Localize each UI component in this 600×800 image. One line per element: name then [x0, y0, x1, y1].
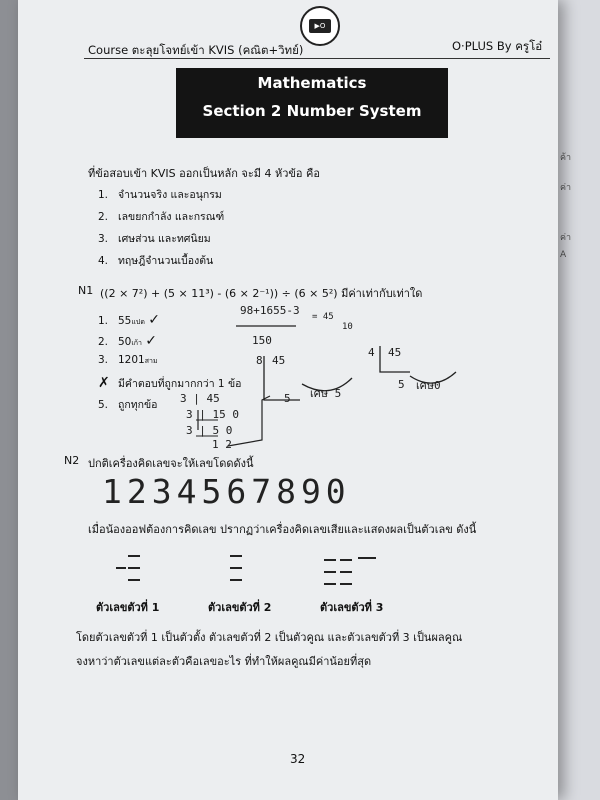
choice-item: ✗ มีคำตอบที่ถูกมากกว่า 1 ข้อ [98, 375, 242, 391]
handwritten-note: = 45 [312, 312, 334, 322]
question-text: ((2 × 7²) + (5 × 11³) - (6 × 2⁻¹)) ÷ (6 × 5²) มีค่าเท่ากับเท่าใด [100, 287, 423, 300]
handwritten-quotient: 5 [284, 392, 291, 405]
handwritten-result: เศษ0 [416, 379, 441, 392]
instruction-text: เมื่อน้องออฟต้องการคิดเลข ปรากฏว่าเครื่องคิดเลขเสียและแสดงผลเป็นตัวเลข ดังนี้ [88, 523, 477, 536]
choice-item: 2. 50เก้า ✓ [98, 333, 158, 349]
question-text: ปกติเครื่องคิดเลขจะให้เลขโดดดังนี้ [88, 457, 254, 470]
oplus-logo: ▶O [300, 6, 340, 46]
handwritten-factor-tree: 3 | 45 [180, 392, 220, 405]
question-number: N1 [78, 284, 94, 297]
handwritten-result: เศษ 5 [310, 387, 342, 400]
intro-text: ที่ข้อสอบเข้า KVIS ออกเป็นหลัก จะมี 4 หัวข้อ คือ [88, 167, 320, 180]
facing-page-text: A [560, 250, 567, 260]
handwritten-dividend: 45 [272, 354, 286, 367]
handwritten-factor-tree: 1 2 [212, 438, 232, 451]
handwritten-denominator: 150 [252, 334, 272, 347]
handwritten-divisor: 8 [256, 354, 263, 367]
digit-label: ตัวเลขตัวที่ 1 [96, 601, 160, 614]
cross-mark-icon: ✗ [98, 375, 110, 391]
digit-label: ตัวเลขตัวที่ 2 [208, 601, 272, 614]
section-subject: Mathematics [257, 74, 367, 92]
handwritten-dividend: 45 [388, 346, 402, 359]
handwritten-numerator: 98+1655-3 [240, 304, 300, 317]
calculator-digits: 1234567890 [102, 472, 351, 511]
facing-page-text: ค่า [560, 183, 572, 193]
handwritten-factor-tree: 3 | 5 0 [186, 424, 233, 437]
topic-item: 2. เลขยกกำลัง และกรณฑ์ [98, 211, 225, 223]
digit-label: ตัวเลขตัวที่ 3 [320, 601, 384, 614]
question-line: จงหาว่าตัวเลขแต่ละตัวคือเลขอะไร ที่ทำให้ผลคูณมีค่าน้อยที่สุด [76, 655, 372, 668]
choice-item: 5. ถูกทุกข้อ [98, 399, 158, 411]
topic-item: 3. เศษส่วน และทศนิยม [98, 233, 211, 245]
page-number: 32 [290, 752, 306, 766]
question-number: N2 [64, 454, 80, 467]
topic-item: 4. ทฤษฎีจำนวนเบื้องต้น [98, 255, 214, 267]
handwritten-divisor: 4 [368, 346, 375, 359]
check-mark-icon: ✓ [145, 333, 158, 349]
section-title: Section 2 Number System [202, 102, 422, 120]
question-line: โดยตัวเลขตัวที่ 1 เป็นตัวตั้ง ตัวเลขตัวที่ 2 เป็นตัวคูณ และตัวเลขตัวที่ 3 เป็นผลคูณ [76, 631, 463, 644]
handwritten-quotient: 5 [398, 378, 405, 391]
handwritten-factor-tree: 3 | 15 0 [186, 408, 239, 421]
check-mark-icon: ✓ [148, 312, 160, 328]
brand-name: O·PLUS By ครูโอ๋ [452, 39, 543, 53]
handwritten-note: 10 [342, 322, 353, 332]
topic-item: 1. จำนวนจริง และอนุกรม [98, 189, 222, 201]
facing-page-text: ค่า [560, 233, 572, 243]
choice-item: 1. 55แปด ✓ [98, 312, 160, 328]
choice-item: 3. 1201สาม [98, 354, 158, 366]
course-title: Course ตะลุยโจทย์เข้า KVIS (คณิต+วิทย์) [88, 43, 304, 57]
facing-page-text: ค้า [560, 153, 572, 163]
